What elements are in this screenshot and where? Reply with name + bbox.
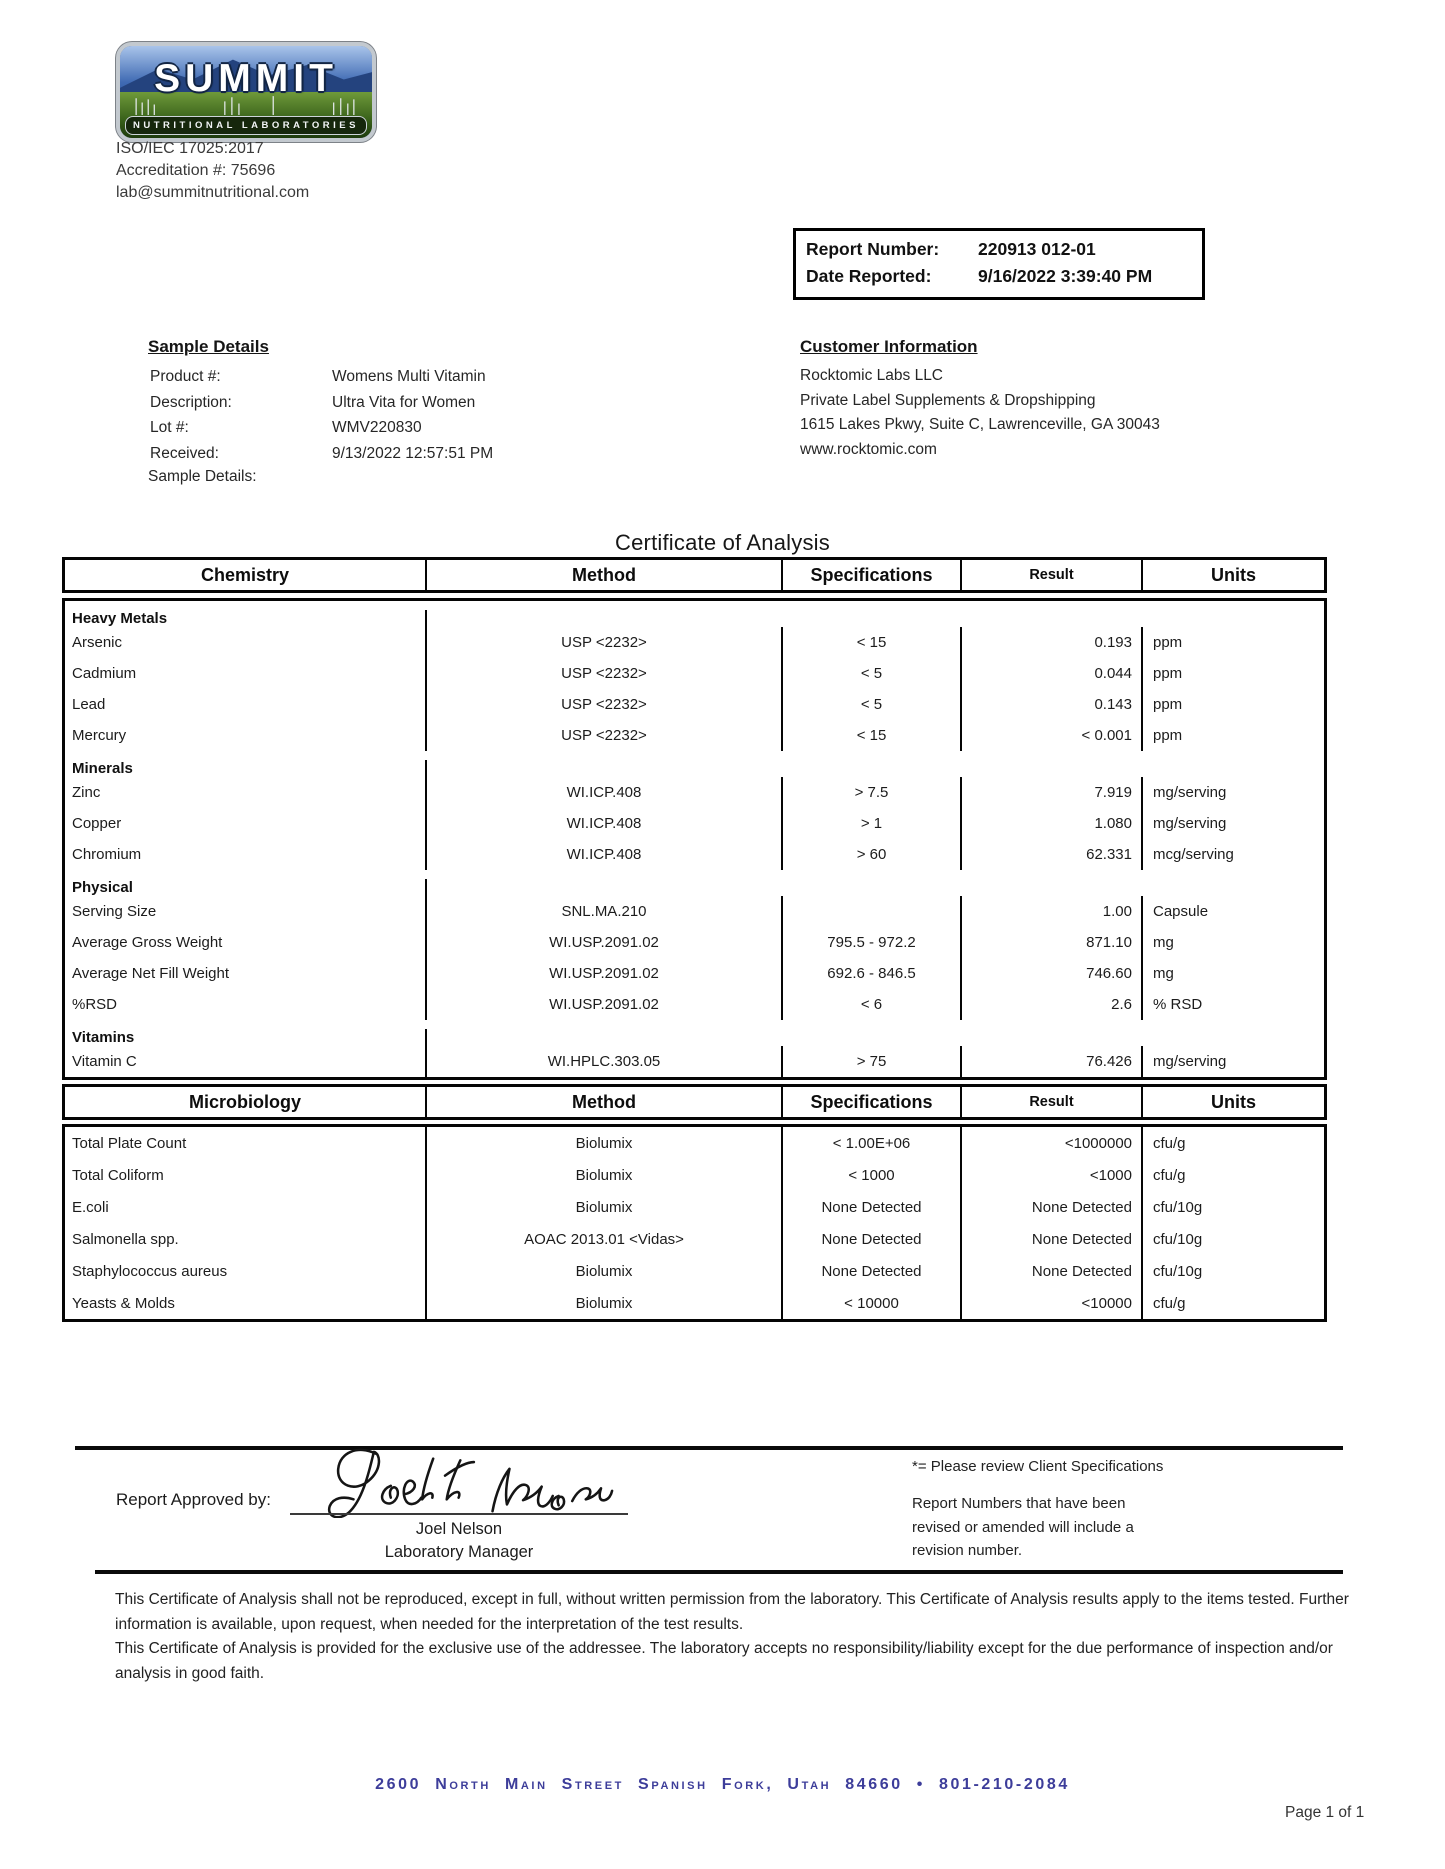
- result-cell: <1000: [962, 1159, 1143, 1191]
- logo-wordmark: SUMMIT: [154, 57, 338, 100]
- customer-line: Private Label Supplements & Dropshipping: [800, 391, 1096, 409]
- table-row: [65, 1223, 1324, 1255]
- analyte-name: Total Plate Count: [65, 1127, 427, 1159]
- client-spec-note: *= Please review Client Specifications: [912, 1458, 1164, 1475]
- spec-cell: < 15: [783, 720, 962, 751]
- analyte-name: %RSD: [65, 989, 427, 1020]
- spec-cell: < 1000: [783, 1159, 962, 1191]
- analyte-name: Vitamin C: [65, 1046, 427, 1077]
- units-cell: ppm: [1153, 727, 1183, 744]
- field-label: Description:: [150, 393, 232, 411]
- chemistry-table-body: [62, 598, 1327, 1080]
- spec-cell: < 5: [783, 689, 962, 720]
- divider-rule-top: [75, 1446, 1343, 1450]
- table-row: [65, 896, 1324, 927]
- customer-info-lines: [800, 364, 1160, 462]
- section-row: [65, 870, 1324, 896]
- report-approved-by-label: Report Approved by:: [116, 1490, 271, 1509]
- table-row: [65, 658, 1324, 689]
- column-header-result: Result: [962, 1087, 1143, 1117]
- report-number-value: 220913 012-01: [978, 239, 1096, 259]
- method-cell: WI.ICP.408: [427, 808, 783, 839]
- table-row: [65, 1255, 1324, 1287]
- result-cell: 76.426: [962, 1046, 1143, 1077]
- table-row: [65, 720, 1324, 751]
- section-row: [65, 751, 1324, 777]
- field-value: WMV220830: [332, 419, 422, 436]
- column-header-specifications: Specifications: [783, 1087, 962, 1117]
- method-cell: WI.HPLC.303.05: [427, 1046, 783, 1077]
- column-header-chemistry: Chemistry: [65, 560, 427, 590]
- sample-details-heading: Sample Details: [148, 337, 269, 356]
- analyte-name: Staphylococcus aureus: [65, 1255, 427, 1287]
- sample-field-row: [150, 390, 493, 416]
- result-cell: 2.6: [962, 989, 1143, 1020]
- result-cell: 0.193: [962, 627, 1143, 658]
- table-row: [65, 927, 1324, 958]
- report-number-label: Report Number:: [806, 239, 940, 259]
- certificate-title: Certificate of Analysis: [615, 530, 830, 555]
- section-name: Heavy Metals: [65, 610, 427, 627]
- signer-title: Laboratory Manager: [384, 1543, 534, 1561]
- method-cell: USP <2232>: [427, 627, 783, 658]
- page-number: Page 1 of 1: [1285, 1804, 1365, 1821]
- column-header-units: Units: [1211, 1091, 1256, 1112]
- units-cell: Capsule: [1153, 903, 1209, 920]
- spec-cell: < 15: [783, 627, 962, 658]
- result-cell: <10000: [962, 1287, 1143, 1319]
- field-label: Lot #:: [150, 419, 189, 436]
- units-cell: ppm: [1153, 665, 1183, 682]
- analyte-name: Zinc: [65, 777, 427, 808]
- table-row: [65, 1127, 1324, 1159]
- table-row: [65, 808, 1324, 839]
- field-label: Product #:: [150, 368, 221, 385]
- table-row: [65, 777, 1324, 808]
- spec-cell: > 1: [783, 808, 962, 839]
- column-header-result: Result: [962, 560, 1143, 590]
- units-cell: mg: [1153, 934, 1174, 951]
- method-cell: WI.USP.2091.02: [427, 989, 783, 1020]
- summit-logo: [116, 42, 376, 142]
- spec-cell: None Detected: [783, 1191, 962, 1223]
- table-row: [65, 958, 1324, 989]
- divider-rule-bottom: [95, 1570, 1343, 1574]
- date-reported-value: 9/16/2022 3:39:40 PM: [978, 266, 1153, 286]
- analyte-name: Average Gross Weight: [65, 927, 427, 958]
- analyte-name: Chromium: [65, 839, 427, 870]
- logo-tagline: NUTRITIONAL LABORATORIES: [125, 116, 367, 135]
- spec-cell: > 75: [783, 1046, 962, 1077]
- signature-icon: [282, 1440, 642, 1518]
- field-value: Ultra Vita for Women: [332, 393, 476, 411]
- disclaimer-text: [115, 1588, 1350, 1686]
- spec-cell: < 6: [783, 989, 962, 1020]
- table-row: [65, 989, 1324, 1020]
- result-cell: 62.331: [962, 839, 1143, 870]
- result-cell: < 0.001: [962, 720, 1143, 751]
- sample-details-extra-label: Sample Details:: [148, 468, 257, 485]
- units-cell: ppm: [1153, 634, 1183, 651]
- method-cell: WI.ICP.408: [427, 777, 783, 808]
- method-cell: Biolumix: [427, 1159, 783, 1191]
- units-cell: cfu/10g: [1153, 1198, 1203, 1216]
- units-cell: cfu/g: [1153, 1134, 1186, 1152]
- column-header-microbiology: Microbiology: [65, 1087, 427, 1117]
- method-cell: WI.ICP.408: [427, 839, 783, 870]
- result-cell: None Detected: [962, 1191, 1143, 1223]
- units-cell: cfu/10g: [1153, 1230, 1203, 1248]
- units-cell: mg: [1153, 965, 1174, 982]
- units-cell: ppm: [1153, 696, 1183, 713]
- result-cell: 7.919: [962, 777, 1143, 808]
- date-reported-label: Date Reported:: [806, 266, 932, 286]
- analyte-name: Total Coliform: [65, 1159, 427, 1191]
- accreditation-block: [116, 138, 309, 204]
- result-cell: None Detected: [962, 1223, 1143, 1255]
- table-row: [65, 689, 1324, 720]
- spec-cell: 795.5 - 972.2: [783, 927, 962, 958]
- sample-field-row: [150, 415, 493, 441]
- lab-address: 2600 North Main Street Spanish Fork, Utah 84660 • 801-210-2084: [375, 1776, 1070, 1793]
- analyte-name: Yeasts & Molds: [65, 1287, 427, 1319]
- section-name: Minerals: [65, 760, 427, 777]
- sample-field-row: [150, 441, 493, 467]
- analyte-name: Copper: [65, 808, 427, 839]
- column-header-units: Units: [1211, 564, 1256, 585]
- method-cell: AOAC 2013.01 <Vidas>: [427, 1223, 783, 1255]
- lab-email: lab@summitnutritional.com: [116, 184, 310, 201]
- spec-cell: > 7.5: [783, 777, 962, 808]
- spec-cell: < 10000: [783, 1287, 962, 1319]
- method-cell: WI.USP.2091.02: [427, 958, 783, 989]
- spec-cell: < 5: [783, 658, 962, 689]
- customer-info-heading: Customer Information: [800, 337, 978, 356]
- column-header-method: Method: [427, 560, 783, 590]
- iso-standard: ISO/IEC 17025:2017: [116, 140, 264, 157]
- customer-line: Rocktomic Labs LLC: [800, 367, 944, 384]
- result-cell: 1.080: [962, 808, 1143, 839]
- method-cell: USP <2232>: [427, 689, 783, 720]
- units-cell: % RSD: [1153, 996, 1203, 1013]
- sample-field-row: [150, 364, 493, 390]
- table-row: [65, 1046, 1324, 1077]
- spec-cell: None Detected: [783, 1223, 962, 1255]
- result-cell: 0.044: [962, 658, 1143, 689]
- microbiology-table-header: [62, 1084, 1327, 1120]
- units-cell: cfu/10g: [1153, 1262, 1203, 1280]
- field-label: Received:: [150, 444, 219, 462]
- units-cell: mg/serving: [1153, 815, 1227, 832]
- method-cell: USP <2232>: [427, 720, 783, 751]
- accreditation-number: Accreditation #: 75696: [116, 162, 276, 179]
- spec-cell: > 60: [783, 839, 962, 870]
- result-cell: 871.10: [962, 927, 1143, 958]
- revision-note: Report Numbers that have been revised or amended will include a revision number.: [912, 1495, 1134, 1559]
- result-cell: None Detected: [962, 1255, 1143, 1287]
- spec-cell: 692.6 - 846.5: [783, 958, 962, 989]
- customer-line: 1615 Lakes Pkwy, Suite C, Lawrenceville, GA 30043: [800, 416, 1160, 433]
- signature-line: [290, 1513, 628, 1515]
- table-row: [65, 1159, 1324, 1191]
- analyte-name: Lead: [65, 689, 427, 720]
- section-name: Vitamins: [65, 1029, 427, 1046]
- result-cell: 1.00: [962, 896, 1143, 927]
- signer-name: Joel Nelson: [415, 1520, 503, 1538]
- analyte-name: Cadmium: [65, 658, 427, 689]
- column-header-specifications: Specifications: [783, 560, 962, 590]
- units-cell: mg/serving: [1153, 784, 1227, 801]
- method-cell: SNL.MA.210: [427, 896, 783, 927]
- method-cell: USP <2232>: [427, 658, 783, 689]
- table-row: [65, 1191, 1324, 1223]
- disclaimer-paragraph: This Certificate of Analysis is provided for the exclusive use of the addressee. The laboratory accepts no responsibility/liability except for the due performance of inspection and/or analysis in good faith.: [115, 1640, 1333, 1682]
- table-row: [65, 1287, 1324, 1319]
- result-cell: 0.143: [962, 689, 1143, 720]
- units-cell: mg/serving: [1153, 1053, 1227, 1070]
- analyte-name: E.coli: [65, 1191, 427, 1223]
- section-name: Physical: [65, 879, 427, 896]
- method-cell: Biolumix: [427, 1287, 783, 1319]
- units-cell: cfu/g: [1153, 1294, 1186, 1312]
- analyte-name: Salmonella spp.: [65, 1223, 427, 1255]
- spec-cell: None Detected: [783, 1255, 962, 1287]
- spec-cell: [783, 896, 962, 927]
- result-cell: <1000000: [962, 1127, 1143, 1159]
- section-row: [65, 1020, 1324, 1046]
- customer-line: www.rocktomic.com: [800, 440, 937, 458]
- analyte-name: Arsenic: [65, 627, 427, 658]
- method-cell: Biolumix: [427, 1191, 783, 1223]
- section-row: [65, 601, 1324, 627]
- signature: [282, 1440, 642, 1518]
- result-cell: 746.60: [962, 958, 1143, 989]
- units-cell: cfu/g: [1153, 1166, 1186, 1184]
- field-value: 9/13/2022 12:57:51 PM: [332, 444, 494, 462]
- sample-details-fields: [150, 364, 493, 466]
- report-info-box: [793, 228, 1205, 300]
- analyte-name: Mercury: [65, 720, 427, 751]
- analyte-name: Serving Size: [65, 896, 427, 927]
- method-cell: Biolumix: [427, 1255, 783, 1287]
- chemistry-table-header: [62, 557, 1327, 593]
- disclaimer-paragraph: This Certificate of Analysis shall not be reproduced, except in full, without written permission from the laboratory. This Certificate of Analysis results apply to the items tested. Further information is available, upon request, when needed for the interpretation of the test results.: [115, 1591, 1349, 1633]
- field-value: Womens Multi Vitamin: [332, 368, 486, 385]
- units-cell: mcg/serving: [1153, 846, 1234, 863]
- spec-cell: < 1.00E+06: [783, 1127, 962, 1159]
- column-header-method: Method: [427, 1087, 783, 1117]
- microbiology-table-body: [62, 1124, 1327, 1322]
- analyte-name: Average Net Fill Weight: [65, 958, 427, 989]
- method-cell: Biolumix: [427, 1127, 783, 1159]
- method-cell: WI.USP.2091.02: [427, 927, 783, 958]
- table-row: [65, 627, 1324, 658]
- table-row: [65, 839, 1324, 870]
